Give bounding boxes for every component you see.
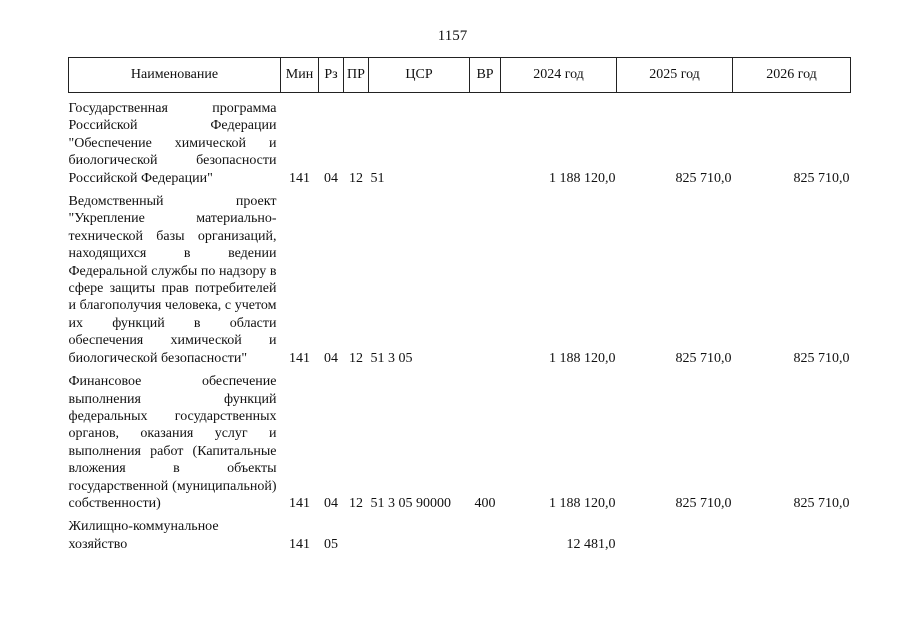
row-2026: 825 710,0	[793, 495, 850, 511]
header-min: Мин	[281, 58, 319, 93]
row-2025: 825 710,0	[675, 495, 732, 511]
row-2024: 1 188 120,0	[549, 350, 616, 366]
row-min: 141	[289, 495, 310, 511]
row-csr: 51 3 05 90000	[370, 495, 451, 511]
row-vr	[470, 512, 501, 553]
row-vr	[470, 93, 501, 188]
header-csr: ЦСР	[369, 58, 470, 93]
row-rz: 04	[324, 350, 338, 366]
table-header-row	[69, 58, 851, 93]
row-rz: 05	[324, 536, 338, 552]
row-2025: 825 710,0	[675, 170, 732, 186]
header-rz: Рз	[319, 58, 344, 93]
row-min: 141	[289, 536, 310, 552]
row-name: Государственная программа Российской Федерации "Обеспечение химической и биологической безопасности Российской Федерации"	[68, 101, 277, 186]
table-row	[69, 512, 851, 553]
row-vr: 400	[474, 495, 496, 511]
row-2024: 1 188 120,0	[549, 170, 616, 186]
row-2024: 12 481,0	[566, 536, 616, 552]
row-pr: 12	[349, 495, 363, 511]
header-2024: 2024 год	[501, 58, 617, 93]
header-pr: ПР	[344, 58, 369, 93]
row-rz: 04	[324, 170, 338, 186]
header-vr: ВР	[470, 58, 501, 93]
header-2025: 2025 год	[617, 58, 733, 93]
row-2025: 825 710,0	[675, 350, 732, 366]
table-row	[69, 93, 851, 188]
row-pr: 12	[349, 350, 363, 366]
row-vr	[470, 187, 501, 367]
row-csr: 51 3 05	[370, 350, 413, 366]
row-2026: 825 710,0	[793, 170, 850, 186]
row-pr	[344, 512, 369, 553]
table-row	[69, 367, 851, 512]
row-name: Финансовое обеспечение выполнения функций федеральных государственных органов, оказания услуг и выполнения работ (Капитальные вложения в объекты государственной (муниципальной) собственности)	[68, 374, 277, 511]
row-rz: 04	[324, 495, 338, 511]
row-csr: 51	[370, 170, 385, 186]
header-2026: 2026 год	[733, 58, 851, 93]
row-2024: 1 188 120,0	[549, 495, 616, 511]
row-name: Ведомственный проект "Укрепление материально-технической базы организаций, находящихся в ведении Федеральной службы по надзору в сфере защиты прав потребителей и благополучия человека, с учетом их функций в области обеспечения химической и биологической безопасности"	[68, 194, 277, 366]
row-min: 141	[289, 170, 310, 186]
header-name: Наименование	[69, 58, 281, 93]
row-2026	[733, 512, 851, 553]
page-number: 1157	[437, 28, 468, 44]
table-row	[69, 187, 851, 367]
row-min: 141	[289, 350, 310, 366]
row-csr	[369, 512, 470, 553]
row-2026: 825 710,0	[793, 350, 850, 366]
row-2025	[617, 512, 733, 553]
row-pr: 12	[349, 170, 363, 186]
budget-table	[68, 57, 851, 553]
row-name: Жилищно-коммунальное хозяйство	[68, 519, 219, 552]
